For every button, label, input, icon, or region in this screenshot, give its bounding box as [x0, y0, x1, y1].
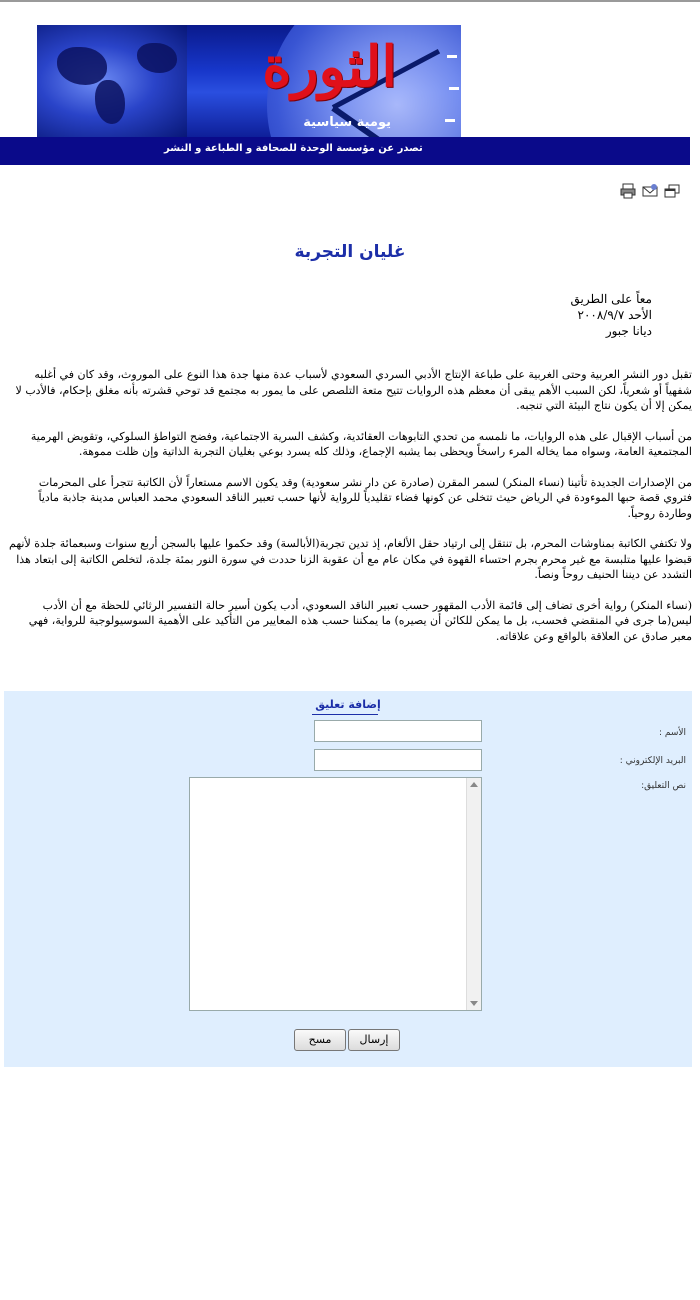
newspaper-logo: الثورة: [262, 34, 397, 100]
newspaper-tagline: يومية سياسية: [303, 115, 391, 130]
email-label: البريد الإلكتروني :: [619, 756, 686, 766]
top-rule: [0, 0, 700, 2]
scroll-down-icon[interactable]: [470, 1001, 478, 1006]
name-label: الأسم :: [658, 728, 686, 738]
article-tools: [620, 183, 680, 199]
comment-textarea-wrap: [189, 777, 482, 1011]
comment-textarea[interactable]: [189, 777, 482, 1011]
publisher-line: تصدر عن مؤسسة الوحدة للصحافة و الطباعة و النشر: [164, 143, 423, 154]
scroll-up-icon[interactable]: [470, 782, 478, 787]
article-paragraph: من أسباب الإقبال على هذه الروايات، ما نلمسه من تحدي التابوهات العقائدية، وكشف السرية الاجتماعية، وفضح التواطؤ السلوكي، وتقويض الهرمية المجتمعية العامة، وسواه مما يخاله المرء راسخاً ويحظى بما يشبه الإجماع، وذلك كله يسرد بوعي بغليان التجربة الذاتية وإن ظلت مموهة.: [30, 429, 692, 458]
article-paragraph: ولا تكتفي الكاتبة بمناوشات المحرم، بل تنتقل إلى ارتياد حقل الألغام، إذ تدين تجربة(الأبالسة) وقد حكموا عليها بالسجن أربع سنوات وسبعمائة جلدة لأنهم قبضوا عليها متلبسة مع غير محرم بجرم احتساء القهوة في مكان عام مع أن عقوبة الزنا حددت في سورة النور بمئة جلدة، لتخلص الكاتبة إلى ابتعاد هذا التشدد عن ديننا الحنيف روحاً ونصاً.: [9, 537, 692, 581]
clear-button[interactable]: مسح: [294, 1029, 346, 1051]
send-button[interactable]: إرسال: [348, 1029, 400, 1051]
article-section: معاً على الطريق: [570, 292, 652, 306]
print-icon[interactable]: [620, 183, 636, 199]
email-icon[interactable]: [642, 183, 658, 199]
comment-textarea-scrollbar[interactable]: [466, 778, 481, 1010]
article-paragraph: من الإصدارات الجديدة تأتينا (نساء المنكر) لسمر المقرن (صادرة عن دار نشر سعودية) وقد يكون الاسم مستعاراً لأن الكاتبة تتجرأ على المحرمات فتروي قصة حبها الموءودة في الرياض حيث تتخلى عن كونها فضاء تقليدياً للرواية لأنها حسب تعبير الناقد السعودي محمد العباس مدينة جاذبة مادياً وطاردة روحياً.: [38, 475, 692, 520]
copy-window-icon[interactable]: [664, 183, 680, 199]
article-date: الأحد ٢٠٠٨/٩/٧: [577, 308, 652, 322]
article-author: ديانا جبور: [605, 324, 652, 338]
masthead-banner: [37, 25, 461, 137]
comment-form-title: إضافة تعليق: [315, 698, 381, 711]
article-title: غليان التجربة: [294, 242, 406, 262]
comment-title-underline: [312, 714, 378, 715]
email-input[interactable]: [314, 749, 482, 771]
publisher-bar: [0, 137, 690, 165]
article-paragraph: (نساء المنكر) رواية أخرى تضاف إلى قائمة الأدب المقهور حسب تعبير الناقد السعودي، أدب يكون أسير حالة التفسير الرثائي للحظة مع أن الأدب ليس(ما جرى في المنقضي فحسب، بل ما يمكن للكائن أن يصيره) ما يمكننا حسب هذه المعايير من التأكيد على الأهمية السوسيولوجية للرواية، فهي معبر صادق عن العلاقة بالواقع وعن علاقاته.: [28, 598, 692, 643]
comment-form: [4, 691, 692, 1067]
name-input[interactable]: [314, 720, 482, 742]
comment-label: نص التعليق:: [641, 781, 686, 791]
globe-graphic: [37, 25, 187, 137]
article-body: [8, 367, 692, 659]
article-meta: [352, 291, 652, 339]
article-paragraph: تقبل دور النشر العربية وحتى الغربية على طباعة الإنتاج الأدبي السردي السعودي لأسباب عدة منها جدة هذا النوع على الموروث، وقد كان في أغلبه شفهياً أو شعرياً، لكن السبب الأهم يبقى أن معظم هذه الروايات تتيح متعة التلصص على ما يمور به مجتمع قد توحي قشرته بأنه مغلق بإحكام، فالأدب لا يمكن إلا أن يكون نتاج البيئة التي تنجبه.: [15, 368, 692, 412]
